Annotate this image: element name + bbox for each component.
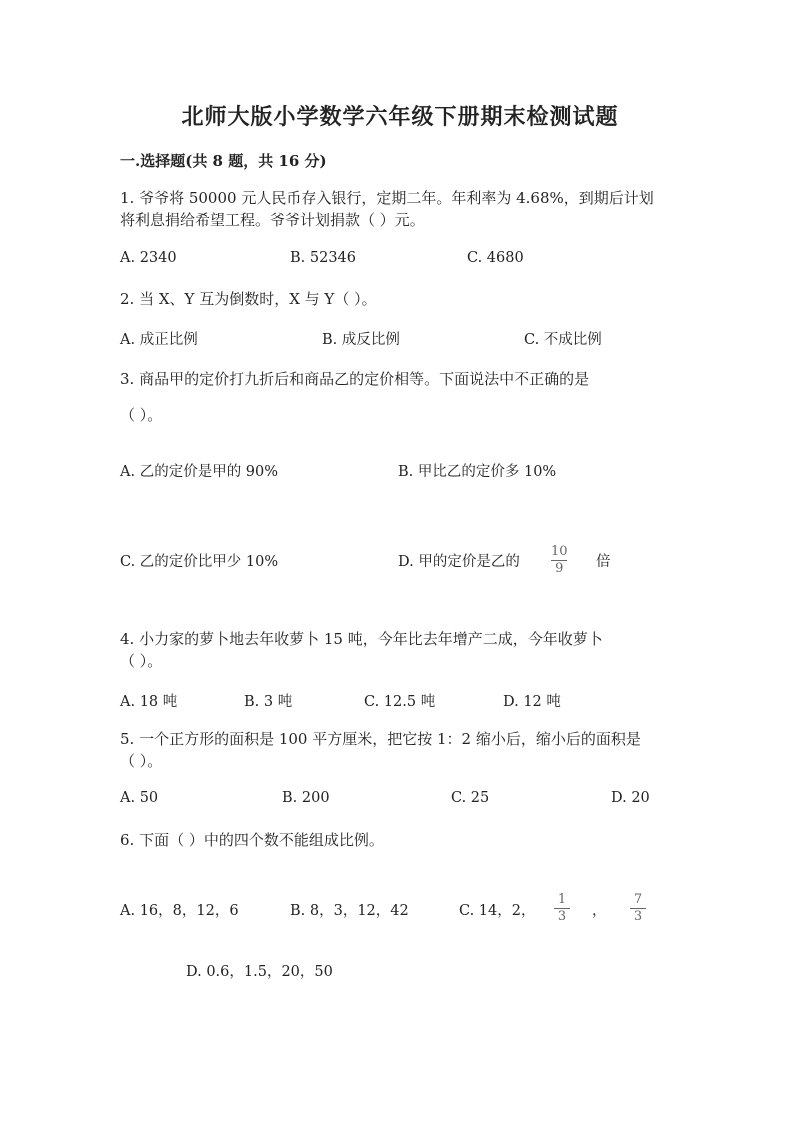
question-6-option-c[interactable]: C. 14，2，	[459, 903, 536, 919]
question-1-line-2: 将利息捐给希望工程。爷爷计划捐款（ ）元。	[120, 211, 425, 229]
question-5-option-d[interactable]: D. 20	[611, 790, 650, 806]
page-title: 北师大版小学数学六年级下册期末检测试题	[181, 104, 619, 130]
fraction-seven-thirds	[630, 893, 646, 924]
question-3-option-a[interactable]: A. 乙的定价是甲的 90%	[120, 464, 279, 480]
question-3-option-c[interactable]: C. 乙的定价比甲少 10%	[120, 554, 279, 570]
fraction-one-third	[554, 893, 570, 924]
question-4-option-a[interactable]: A. 18 吨	[120, 694, 178, 710]
question-3-option-b[interactable]: B. 甲比乙的定价多 10%	[398, 464, 557, 480]
fraction-numerator: 10	[551, 544, 568, 559]
question-6-option-d[interactable]: D. 0.6，1.5，20，50	[186, 964, 333, 980]
question-2-option-a[interactable]: A. 成正比例	[120, 332, 198, 348]
question-5-option-a[interactable]: A. 50	[120, 790, 159, 806]
question-4-option-b[interactable]: B. 3 吨	[244, 694, 293, 710]
question-2-option-b[interactable]: B. 成反比例	[322, 332, 400, 348]
question-2-line-1: 2. 当 X、Y 互为倒数时，X 与 Y（ ）。	[120, 290, 377, 308]
fraction-denominator: 3	[633, 909, 643, 924]
question-1-option-b[interactable]: B. 52346	[290, 250, 357, 266]
fraction-ten-ninths	[551, 545, 568, 576]
question-5-line-2: （ ）。	[120, 752, 163, 770]
question-3-line-2: （ ）。	[120, 406, 163, 424]
question-6-option-b[interactable]: B. 8，3，12，42	[290, 903, 409, 919]
question-1-option-a[interactable]: A. 2340	[120, 250, 177, 266]
question-4-line-1: 4. 小力家的萝卜地去年收萝卜 15 吨，今年比去年增产二成，今年收萝卜	[120, 630, 603, 648]
question-6-option-c-separator: ，	[592, 903, 607, 919]
question-5-line-1: 5. 一个正方形的面积是 100 平方厘米，把它按 1：2 缩小后，缩小后的面积是	[120, 730, 641, 748]
question-1-option-c[interactable]: C. 4680	[467, 250, 524, 266]
section-heading: 一.选择题(共 8 题，共 16 分)	[120, 152, 327, 170]
question-4-line-2: （ ）。	[120, 652, 163, 670]
question-1-line-1: 1. 爷爷将 50000 元人民币存入银行，定期二年。年利率为 4.68%，到期后计划	[120, 189, 654, 207]
fraction-numerator: 7	[633, 892, 643, 907]
question-3-line-1: 3. 商品甲的定价打九折后和商品乙的定价相等。下面说法中不正确的是	[120, 370, 590, 388]
fraction-numerator: 1	[557, 892, 567, 907]
question-2-option-c[interactable]: C. 不成比例	[524, 332, 602, 348]
question-5-option-c[interactable]: C. 25	[451, 790, 490, 806]
question-3-option-d[interactable]: D. 甲的定价是乙的	[398, 554, 520, 570]
fraction-denominator: 3	[557, 909, 567, 924]
question-6-option-a[interactable]: A. 16，8，12，6	[120, 903, 239, 919]
fraction-denominator: 9	[555, 561, 564, 576]
question-5-option-b[interactable]: B. 200	[282, 790, 330, 806]
question-3-option-d-suffix: 倍	[596, 554, 611, 570]
question-6-line-1: 6. 下面（ ）中的四个数不能组成比例。	[120, 831, 384, 849]
question-4-option-c[interactable]: C. 12.5 吨	[364, 694, 436, 710]
question-4-option-d[interactable]: D. 12 吨	[503, 694, 561, 710]
